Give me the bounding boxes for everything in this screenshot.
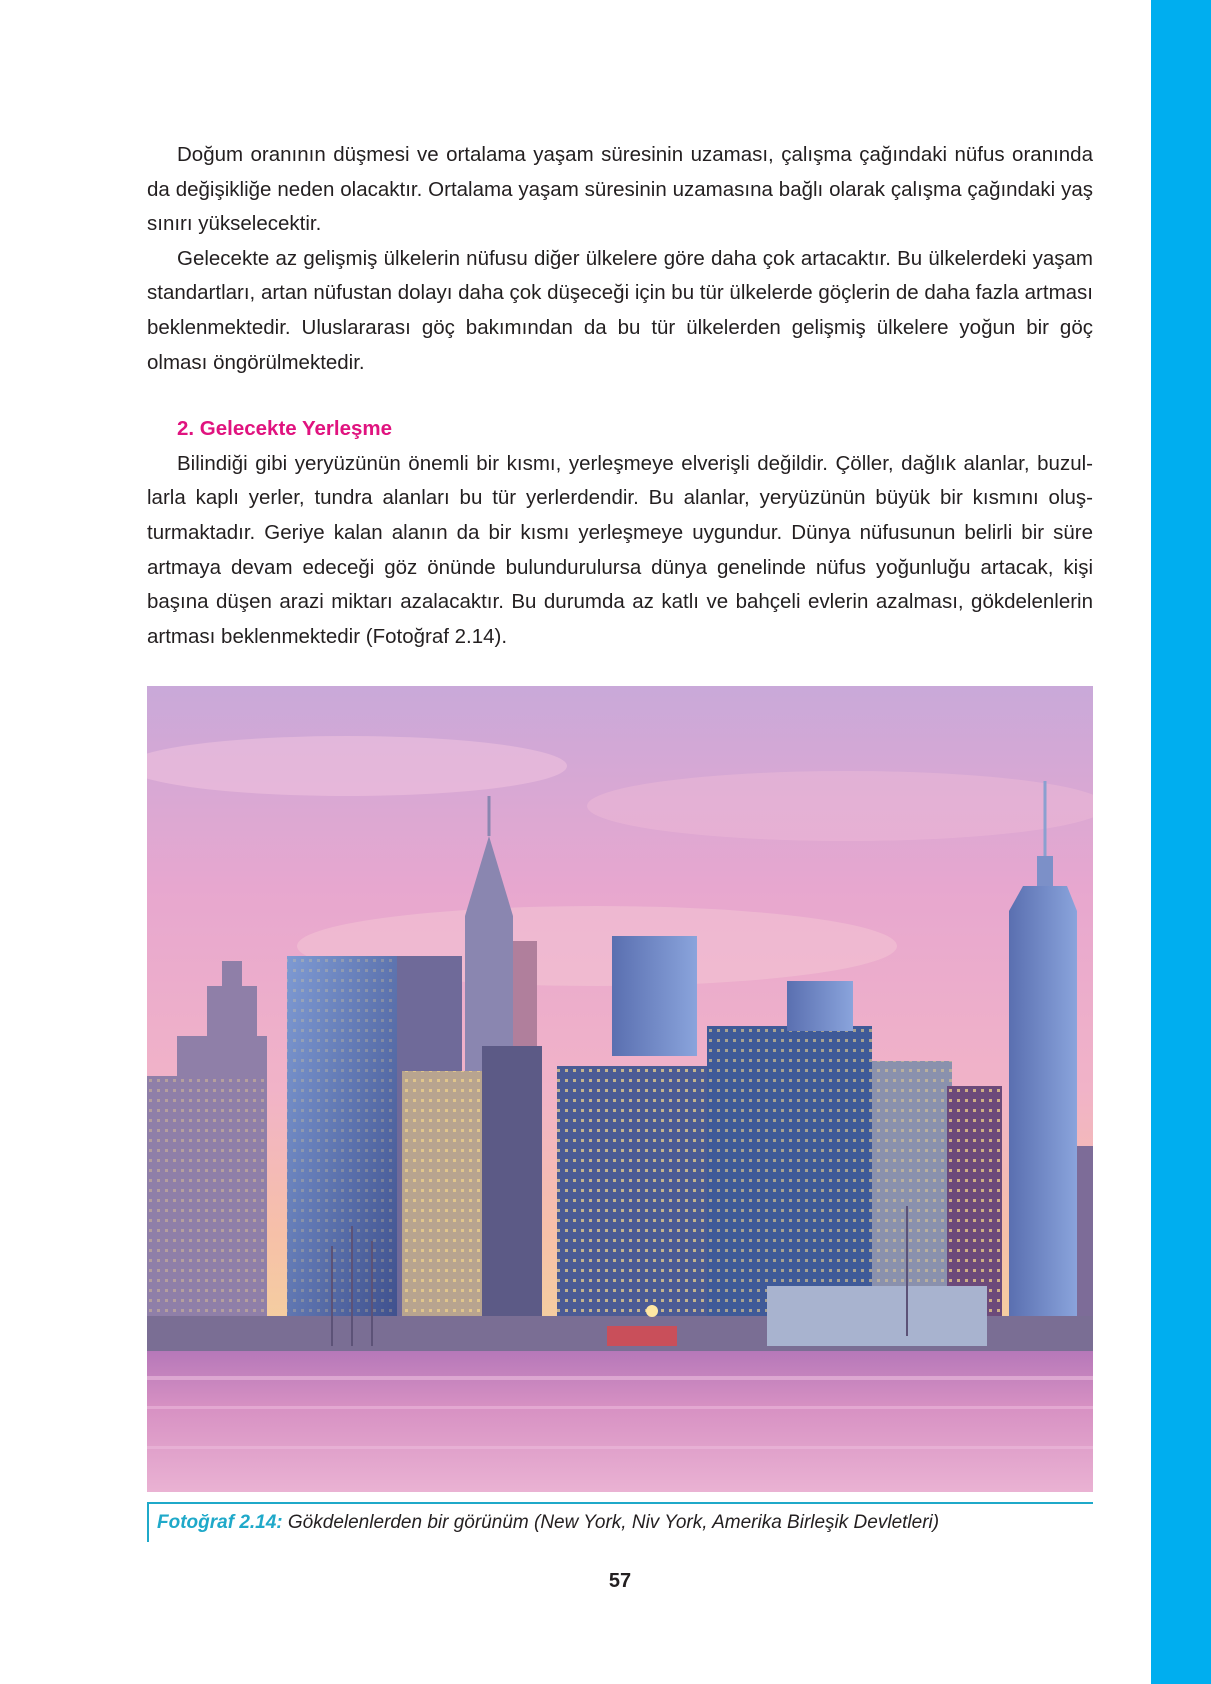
page-body [147,138,1093,654]
paragraph-birth-rate: Doğum oranının düşmesi ve ortalama yaşam süresinin uzaması, çalışma çağındaki nüfus oranında da değişikliğe neden olacaktır. Ortalama yaşam süresinin uzamasına bağlı olarak çalışma çağındaki yaş sınırı yükselecektir. [147,143,1093,236]
caption-text: Gökdelenlerden bir görünüm (New York, Niv York, Amerika Birleşik Devletleri) [282,1512,940,1533]
section-title: 2. Gelecekte Yerleşme [177,417,393,441]
page-number: 57 [608,1570,632,1592]
paragraph-future-population: Gelecekte az gelişmiş ülkelerin nüfusu diğer ülkelere göre daha çok artacaktır. Bu ülkelerdeki yaşam standartları, artan nüfustan dolayı daha çok düşeceği için bu tür ülkelerde göçlerin de daha fazla artması beklenmektedir. Uluslararası göç bakımından da bu tür ülkelerden gelişmiş ülkelere yoğun bir göç olması öngörülmektedir. [147,246,1093,374]
photo-caption [147,1502,1093,1542]
skyline-photo [147,686,1093,1492]
caption-label: Fotoğraf 2.14: [157,1512,283,1533]
paragraph-future-settlement: Bilindiği gibi yeryüzünün önemli bir kısmı, yerleşmeye elverişli değildir. Çöller, dağlık alanlar, buzullarla kaplı yerler, tundra alanları bu tür yerlerdendir. Bu alanlar, yeryüzünün büyük bir kısmını oluşturmaktadır. Geriye kalan alanın da bir kısmı yerleşmeye uygundur. Dünya nüfusunun belirli bir süre artmaya devam edeceği göz önünde bulundurulursa dünya genelinde nüfus yoğunluğu artacak, kişi başına düşen arazi miktarı azalacaktır. Bu durumda az katlı ve bahçeli evlerin azalması, gökdelenlerin artması beklenmektedir (Fotoğraf 2.14). [147,451,1093,648]
side-accent-bar [1151,0,1211,1684]
